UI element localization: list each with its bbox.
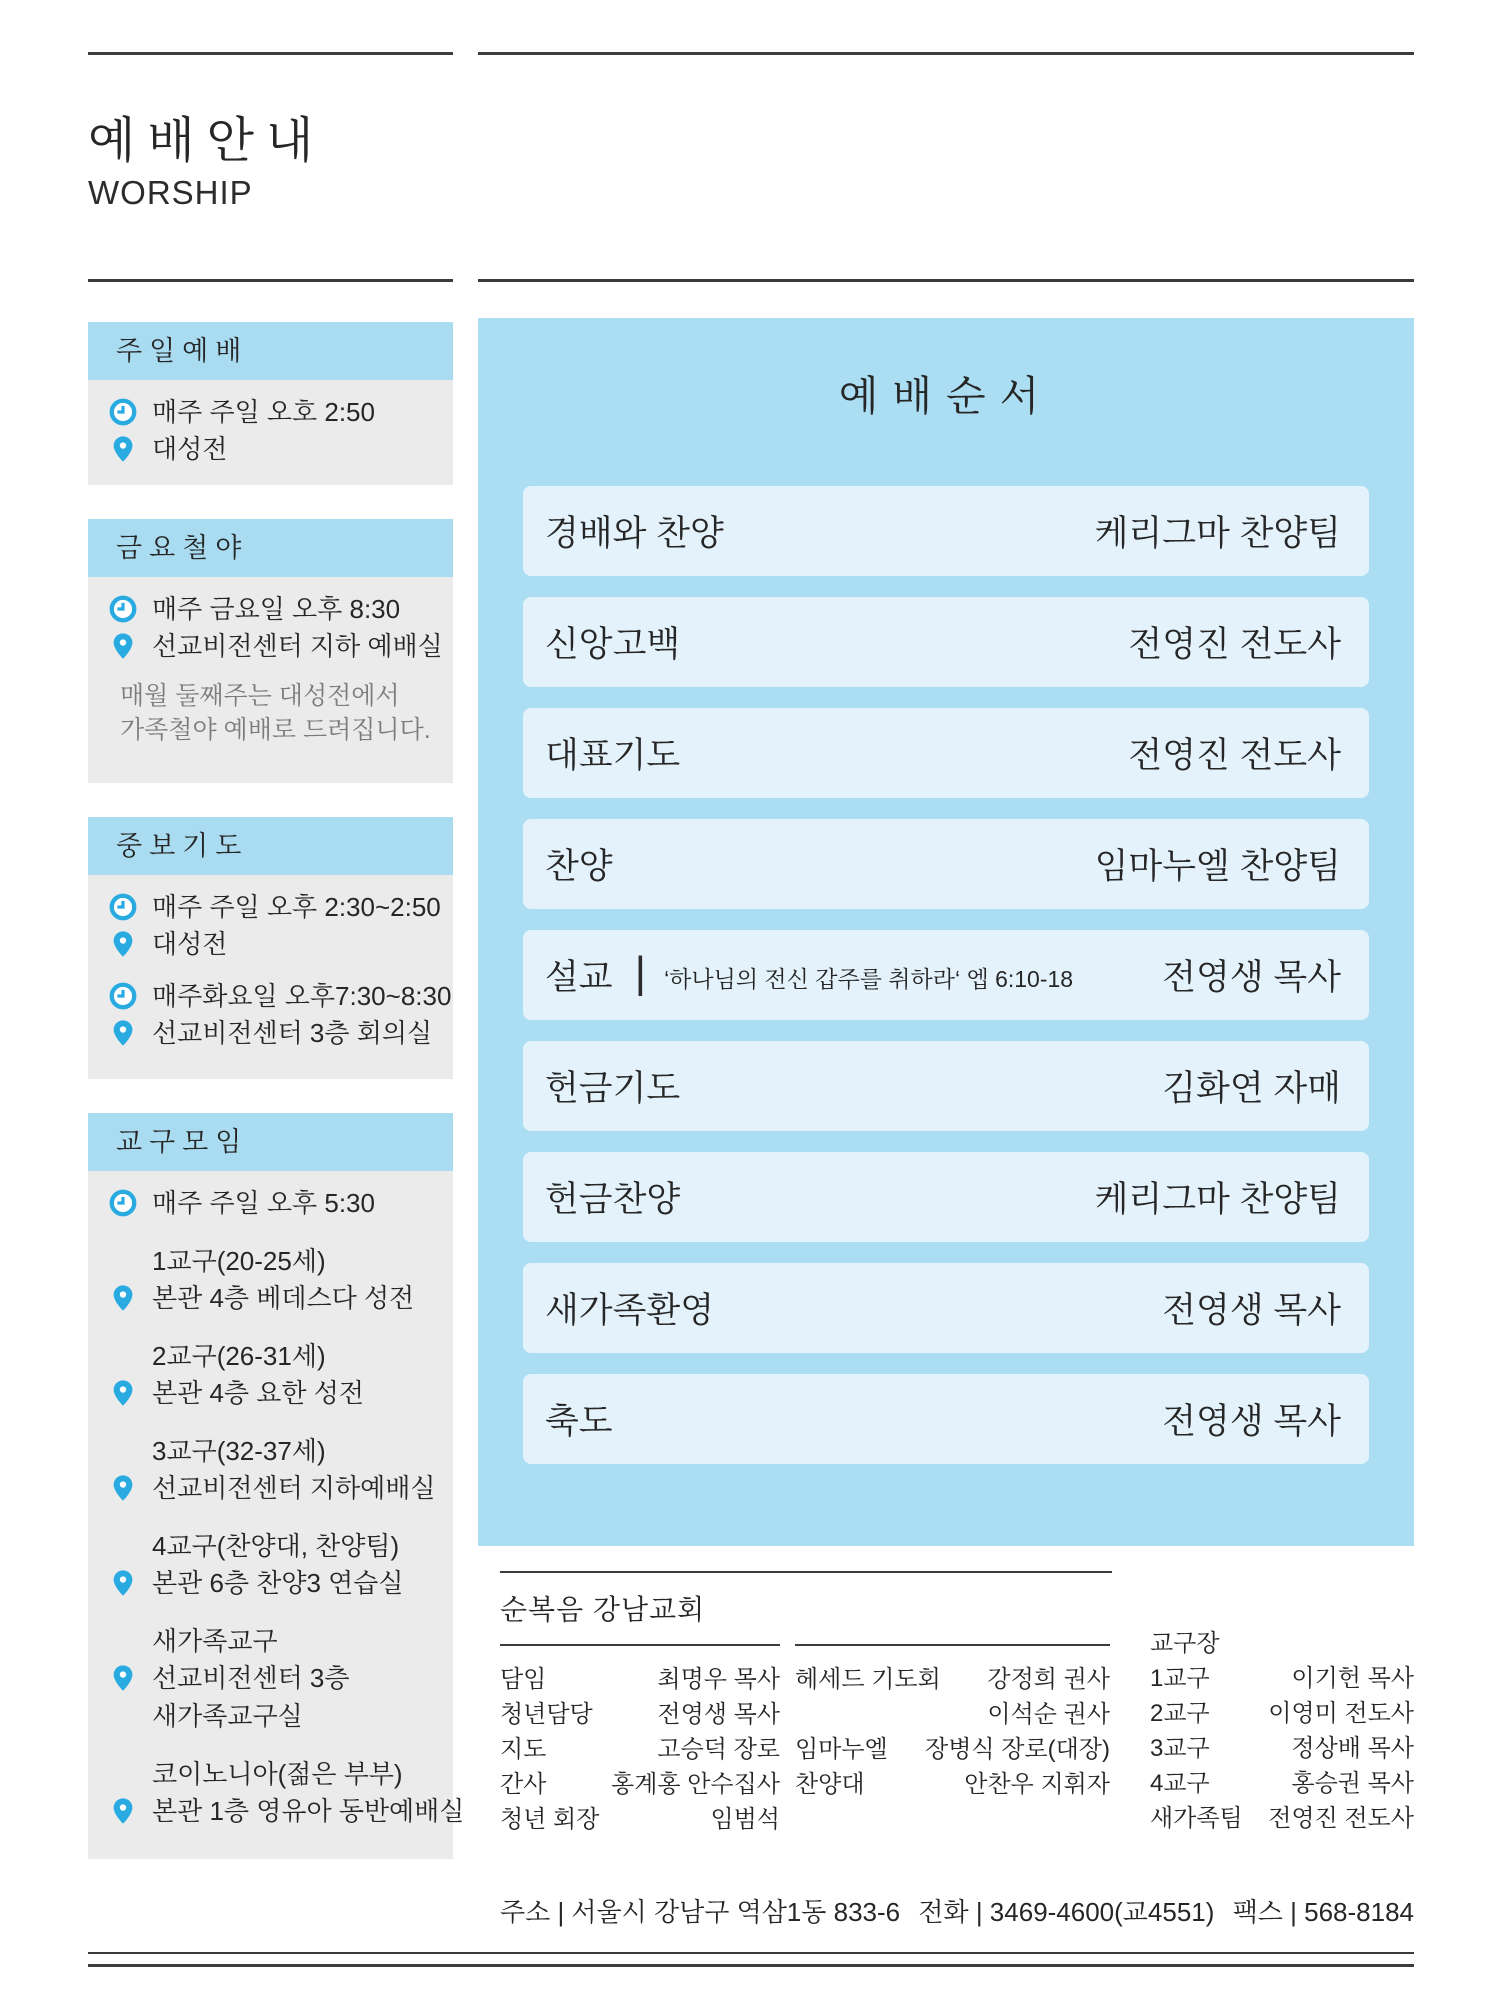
ministry-role: 찬양대 — [795, 1771, 865, 1798]
mid-rule-right — [478, 279, 1414, 282]
order-item-label: 새가족환영 — [545, 1291, 715, 1330]
order-item-hymn — [523, 819, 1369, 909]
staff-name: 홍계홍 안수집사 — [611, 1771, 780, 1798]
district-row — [1150, 1801, 1414, 1836]
staff-row — [500, 1732, 780, 1767]
district-group-4 — [100, 1529, 445, 1600]
district-group-name: 1교구(20-25세) — [152, 1246, 326, 1276]
district-name: 이기헌 목사 — [1291, 1665, 1414, 1692]
location-pin-icon — [108, 1568, 138, 1598]
location-text: 선교비전센터 3층 회의실 — [152, 1018, 433, 1048]
order-item-label: 헌금찬양 — [545, 1180, 681, 1219]
order-item-label: 대표기도 — [545, 736, 681, 775]
district-role: 2교구 — [1150, 1700, 1210, 1727]
footer-top-rule — [500, 1571, 1112, 1573]
district-group-name: 4교구(찬양대, 찬양팀) — [152, 1531, 400, 1561]
footer-col2-rule — [795, 1644, 1110, 1646]
ministry-name: 장병식 장로(대장) — [925, 1736, 1110, 1763]
order-item-praise-worship — [523, 486, 1369, 576]
vigil-note — [120, 679, 445, 747]
staff-row — [500, 1697, 780, 1732]
sermon-title: ‘하나님의 전신 갑주를 취하라‘ 엡 6:10-18 — [664, 965, 1074, 992]
schedule-row — [100, 979, 452, 1013]
district-role: 1교구 — [1150, 1665, 1210, 1692]
clock-icon — [108, 1188, 138, 1218]
location-pin-icon — [108, 1378, 138, 1408]
order-item-person: 전영진 전도사 — [1128, 736, 1341, 775]
schedule-time: 매주 금요일 오후 8:30 — [152, 594, 401, 624]
location-pin-icon — [108, 434, 138, 464]
location-pin-icon — [108, 1473, 138, 1503]
clock-icon — [108, 981, 138, 1011]
staff-name: 고승덕 장로 — [657, 1736, 780, 1763]
order-item-person: 전영진 전도사 — [1128, 625, 1341, 664]
location-pin-icon — [108, 1796, 138, 1826]
district-group-name: 새가족교구 — [152, 1626, 278, 1656]
clock-icon — [108, 397, 138, 427]
order-item-newfamily-welcome — [523, 1263, 1369, 1353]
location-row — [100, 1794, 465, 1828]
page-title: 예배안내 — [88, 113, 326, 168]
top-rule-right — [478, 52, 1414, 55]
ministry-name: 안찬우 지휘자 — [964, 1771, 1110, 1798]
district-name: 이영미 전도사 — [1268, 1700, 1414, 1727]
order-item-label: 헌금기도 — [545, 1069, 681, 1108]
staff-name: 임범석 — [710, 1806, 780, 1833]
district-column-header: 교구장 — [1150, 1630, 1220, 1657]
footer-ministry-column — [795, 1662, 1110, 1802]
schedule-row — [100, 592, 445, 626]
district-group-1 — [100, 1244, 445, 1315]
location-pin-icon — [108, 631, 138, 661]
church-phone: 전화 | 3469-4600(교4551) — [918, 1897, 1215, 1927]
location-text: 본관 1층 영유아 동반예배실 — [152, 1796, 465, 1826]
page-subtitle: WORSHIP — [88, 174, 253, 211]
district-row — [1150, 1696, 1414, 1731]
sermon-separator: | — [634, 948, 647, 997]
district-role: 4교구 — [1150, 1770, 1210, 1797]
location-row — [100, 1471, 445, 1505]
location-text: 선교비전센터 지하 예배실 — [152, 631, 443, 661]
bottom-rule-thin — [88, 1952, 1414, 1954]
location-row — [100, 629, 445, 663]
sidebar — [88, 322, 465, 1893]
order-item-label: 경배와 찬양 — [545, 514, 724, 553]
ministry-role: 임마누엘 — [795, 1736, 888, 1763]
location-row — [100, 432, 445, 466]
order-item-sermon — [523, 930, 1369, 1020]
section-district-title: 교구모임 — [88, 1113, 453, 1171]
order-item-benediction — [523, 1374, 1369, 1464]
church-name: 순복음 강남교회 — [500, 1594, 706, 1625]
staff-role: 지도 — [500, 1736, 547, 1763]
footer-col1-rule — [500, 1644, 780, 1646]
section-friday-vigil-body — [88, 577, 453, 783]
schedule-row — [100, 890, 445, 924]
section-friday-vigil-title: 금요철야 — [88, 519, 453, 577]
district-row — [1150, 1766, 1414, 1801]
bottom-rule-thick — [88, 1964, 1414, 1967]
section-district-body — [88, 1171, 465, 1859]
district-row — [1150, 1731, 1414, 1766]
footer-contact-line — [500, 1892, 1414, 1929]
section-sunday-worship-title: 주일예배 — [88, 322, 453, 380]
order-item-offering-praise — [523, 1152, 1369, 1242]
district-name: 정상배 목사 — [1291, 1735, 1414, 1762]
clock-icon — [108, 594, 138, 624]
order-item-confession — [523, 597, 1369, 687]
ministry-role: 헤세드 기도회 — [795, 1666, 941, 1693]
order-item-person: 김화연 자매 — [1162, 1069, 1341, 1108]
staff-role: 청년담당 — [500, 1701, 593, 1728]
section-district-meeting — [88, 1113, 465, 1859]
ministry-row — [795, 1697, 1110, 1732]
footer-district-column — [1150, 1626, 1414, 1836]
staff-role: 담임 — [500, 1666, 547, 1693]
district-group-name: 2교구(26-31세) — [152, 1341, 326, 1371]
staff-role: 청년 회장 — [500, 1806, 600, 1833]
order-item-label: 축도 — [545, 1402, 613, 1441]
order-item-person: 임마누엘 찬양팀 — [1094, 847, 1341, 886]
worship-order-title: 예배순서 — [838, 373, 1054, 419]
district-name: 홍승권 목사 — [1291, 1770, 1414, 1797]
schedule-time: 매주 주일 오후 2:30~2:50 — [152, 892, 441, 922]
location-text: 선교비전센터 3층 — [152, 1663, 350, 1693]
staff-row — [500, 1662, 780, 1697]
district-group-name: 3교구(32-37세) — [152, 1436, 326, 1466]
location-pin-icon — [108, 929, 138, 959]
district-role: 3교구 — [1150, 1735, 1210, 1762]
order-item-person: 케리그마 찬양팀 — [1094, 514, 1341, 553]
staff-name: 최명우 목사 — [657, 1666, 780, 1693]
schedule-time: 매주화요일 오후7:30~8:30 — [152, 981, 452, 1011]
ministry-name: 이석순 권사 — [987, 1701, 1110, 1728]
location-row — [100, 1661, 445, 1695]
location-text: 대성전 — [152, 434, 228, 464]
order-item-person: 케리그마 찬양팀 — [1094, 1180, 1341, 1219]
worship-order-list — [523, 486, 1369, 1464]
location-row — [100, 1376, 445, 1410]
order-item-label: 설교 — [545, 958, 613, 997]
location-text: 본관 4층 요한 성전 — [152, 1378, 364, 1408]
mid-rule-left — [88, 279, 453, 282]
section-sunday-worship-body — [88, 380, 453, 485]
location-text: 본관 4층 베데스다 성전 — [152, 1283, 415, 1313]
location-text-line2: 새가족교구실 — [152, 1701, 303, 1731]
schedule-time: 매주 주일 오후 5:30 — [152, 1188, 375, 1218]
order-item-label: 신앙고백 — [545, 625, 681, 664]
schedule-row — [100, 1186, 445, 1220]
section-intercession-title: 중보기도 — [88, 817, 453, 875]
section-sunday-worship — [88, 322, 453, 485]
location-row — [100, 1016, 445, 1050]
vigil-note-line2: 가족철야 예배로 드려집니다. — [120, 716, 431, 744]
church-fax: 팩스 | 568-8184 — [1232, 1897, 1414, 1927]
schedule-row — [100, 395, 445, 429]
location-row — [100, 1281, 445, 1315]
location-pin-icon — [108, 1283, 138, 1313]
order-item-label: 찬양 — [545, 847, 613, 886]
district-group-koinonia — [100, 1757, 465, 1828]
ministry-row — [795, 1662, 1110, 1697]
staff-name: 전영생 목사 — [657, 1701, 780, 1728]
district-group-newfamily — [100, 1624, 445, 1733]
footer-staff-column — [500, 1662, 780, 1837]
church-address: 주소 | 서울시 강남구 역삼1동 833-6 — [500, 1897, 901, 1927]
order-item-person: 전영생 목사 — [1162, 1402, 1341, 1441]
section-intercession-prayer — [88, 817, 453, 1079]
location-pin-icon — [108, 1663, 138, 1693]
district-group-2 — [100, 1339, 445, 1410]
district-group-name: 코이노니아(젊은 부부) — [152, 1759, 403, 1789]
district-row — [1150, 1661, 1414, 1696]
location-text: 본관 6층 찬양3 연습실 — [152, 1568, 404, 1598]
location-text: 대성전 — [152, 929, 228, 959]
district-role: 새가족팀 — [1150, 1805, 1243, 1832]
vigil-note-line1: 매월 둘째주는 대성전에서 — [120, 682, 400, 710]
order-item-representative-prayer — [523, 708, 1369, 798]
district-name: 전영진 전도사 — [1268, 1805, 1414, 1832]
staff-role: 간사 — [500, 1771, 547, 1798]
location-row — [100, 927, 445, 961]
staff-row — [500, 1767, 780, 1802]
worship-order-panel — [478, 318, 1414, 1546]
district-group-3 — [100, 1434, 445, 1505]
ministry-row — [795, 1732, 1110, 1767]
location-pin-icon — [108, 1018, 138, 1048]
schedule-time: 매주 주일 오호 2:50 — [152, 397, 375, 427]
order-item-person: 전영생 목사 — [1162, 1291, 1341, 1330]
ministry-name: 강정희 권사 — [987, 1666, 1110, 1693]
staff-row — [500, 1802, 780, 1837]
location-text: 선교비전센터 지하예배실 — [152, 1473, 436, 1503]
order-item-person: 전영생 목사 — [1162, 958, 1341, 997]
location-row — [100, 1566, 445, 1600]
order-item-offering-prayer — [523, 1041, 1369, 1131]
section-friday-vigil — [88, 519, 453, 783]
section-intercession-body — [88, 875, 453, 1079]
top-rule-left — [88, 52, 453, 55]
ministry-row — [795, 1767, 1110, 1802]
clock-icon — [108, 892, 138, 922]
